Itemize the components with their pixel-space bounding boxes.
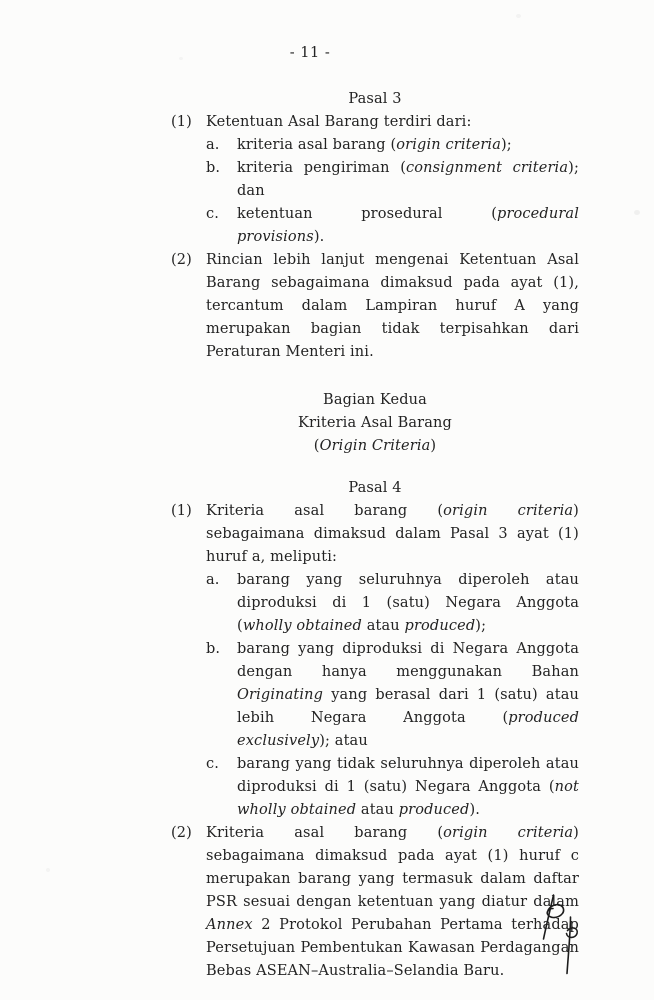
- pasal4-ayat-1-huruf-a: [171, 569, 579, 638]
- pasal4-ayat-1-huruf-c: [171, 753, 579, 822]
- heading-pasal-4: Pasal 4: [348, 480, 402, 496]
- item-text: Kriteria asal barang (origin criteria) sebagaimana dimaksud pada ayat (1) huruf c merupakan barang yang termasuk dalam daftar PSR sesuai dengan ketentuan yang diatur dalam Annex 2 Protokol Perubahan Pertama terhadap Persetujuan Pembentukan Kawasan Perdagangan Bebas ASEAN–Australia–Selandia Baru.: [206, 825, 579, 979]
- italic-run: produced: [404, 618, 476, 634]
- item-text: barang yang diproduksi di Negara Anggota dengan hanya menggunakan Bahan Originating yang berasal dari 1 (satu) atau lebih Negara Anggota (produced exclusively); atau: [237, 641, 579, 749]
- pasal4-ayat-1: [171, 500, 579, 569]
- document-content: [171, 88, 579, 983]
- pasal3-ayat-1: [171, 111, 579, 134]
- italic-run: origin criteria: [443, 825, 574, 841]
- page-number: - 11 -: [289, 45, 331, 61]
- italic-run: produced exclusively: [237, 710, 579, 749]
- italic-run: consignment criteria: [406, 160, 569, 176]
- pasal4-ayat-1-huruf-b: [171, 638, 579, 753]
- italic-run: produced: [398, 802, 470, 818]
- item-text: barang yang tidak seluruhnya diperoleh atau diproduksi di 1 (satu) Negara Anggota (not wholly obtained atau produced).: [237, 756, 579, 818]
- item-number: (2): [171, 252, 192, 268]
- item-letter: a.: [206, 137, 220, 153]
- item-text: barang yang seluruhnya diperoleh atau diproduksi di 1 (satu) Negara Anggota (wholly obtained atau produced);: [237, 572, 579, 634]
- pasal3-ayat-1-huruf-b: [171, 157, 579, 203]
- italic-run: procedural provisions: [237, 206, 579, 245]
- italic-run: Annex: [206, 917, 253, 933]
- scan-speck: [46, 868, 50, 872]
- item-text: ketentuan prosedural (procedural provisions).: [237, 206, 579, 245]
- bagian-subtitle: Kriteria Asal Barang: [298, 415, 452, 431]
- italic-run: Originating: [237, 687, 324, 703]
- item-text: kriteria pengiriman (consignment criteria); dan: [237, 160, 579, 199]
- item-letter: c.: [206, 206, 220, 222]
- item-text: Kriteria asal barang (origin criteria) sebagaimana dimaksud dalam Pasal 3 ayat (1) huruf a, meliputi:: [206, 503, 579, 565]
- item-letter: c.: [206, 756, 220, 772]
- italic-run: Origin Criteria: [319, 438, 431, 454]
- handwritten-initials: [515, 865, 625, 985]
- item-letter: b.: [206, 160, 221, 176]
- bagian-subtitle-english: (Origin Criteria): [313, 438, 437, 454]
- italic-run: not wholly obtained: [237, 779, 579, 818]
- heading-bagian-kedua: [171, 389, 579, 458]
- italic-run: origin criteria: [443, 503, 574, 519]
- item-text: Ketentuan Asal Barang terdiri dari:: [206, 114, 472, 130]
- item-letter: a.: [206, 572, 220, 588]
- pasal3-ayat-1-huruf-c: [171, 203, 579, 249]
- pasal3-ayat-1-huruf-a: [171, 134, 579, 157]
- item-number: (2): [171, 825, 192, 841]
- italic-run: origin criteria: [396, 137, 501, 153]
- item-text: kriteria asal barang (origin criteria);: [237, 137, 512, 153]
- item-number: (1): [171, 114, 192, 130]
- initial-stroke-2: [567, 917, 571, 974]
- pasal3-ayat-2: [171, 249, 579, 364]
- scan-speck: [634, 210, 640, 215]
- initial-stroke-2-loop: [567, 928, 578, 938]
- italic-run: wholly obtained: [242, 618, 362, 634]
- item-letter: b.: [206, 641, 221, 657]
- scan-speck: [516, 14, 521, 18]
- item-number: (1): [171, 503, 192, 519]
- heading-pasal-3: Pasal 3: [348, 91, 402, 107]
- bagian-title: Bagian Kedua: [323, 392, 427, 408]
- item-text: Rincian lebih lanjut mengenai Ketentuan Asal Barang sebagaimana dimaksud pada ayat (1), tercantum dalam Lampiran huruf A yang merupakan bagian tidak terpisahkan dari Peraturan Menteri ini.: [206, 252, 579, 360]
